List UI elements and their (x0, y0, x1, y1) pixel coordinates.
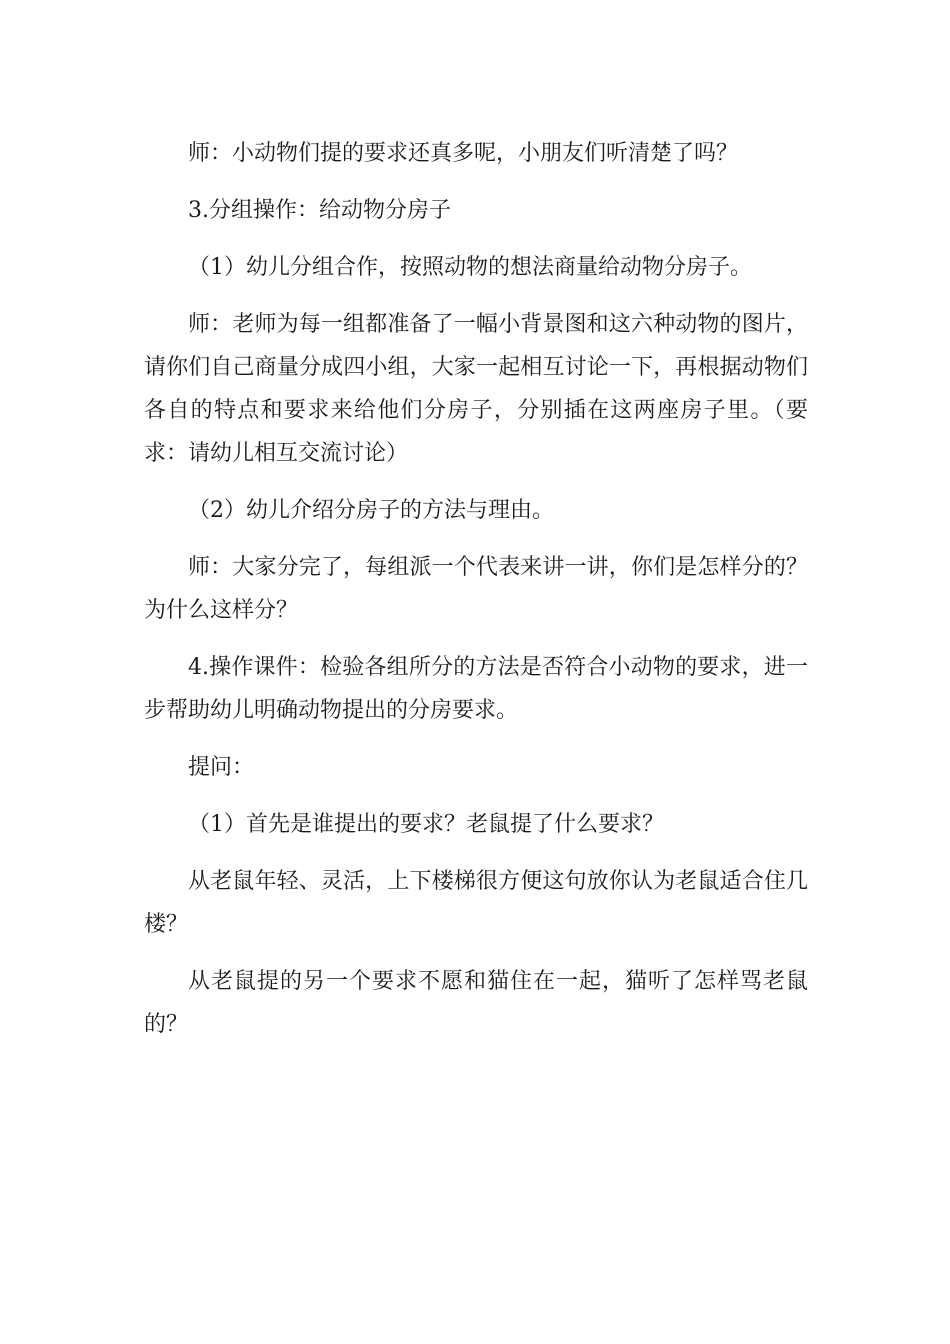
paragraph-step-3-1: （1）幼儿分组合作，按照动物的想法商量给动物分房子。 (188, 255, 752, 280)
paragraph-questions-label: 提问： (188, 755, 255, 780)
paragraph-teacher-share: 师：大家分完了，每组派一个代表来讲一讲，你们是怎样分的？为什么这样分？ (144, 555, 808, 623)
paragraph-teacher-instructions: 师：老师为每一组都准备了一幅小背景图和这六种动物的图片，请你们自己商量分成四小组，大家一起相互讨论一下，再根据动物们各自的特点和要求来给他们分房子，分别插在这两座房子里。（要求：请幼儿相互交流讨论） (144, 312, 808, 466)
paragraph-question-1: （1）首先是谁提出的要求？老鼠提了什么要求？ (188, 812, 664, 837)
paragraph-step-3-2: （2）幼儿介绍分房子的方法与理由。 (188, 498, 554, 523)
paragraph-mouse-cat: 从老鼠提的另一个要求不愿和猫住在一起，猫听了怎样骂老鼠的？ (144, 969, 808, 1037)
paragraph-teacher-question: 师：小动物们提的要求还真多呢，小朋友们听清楚了吗？ (188, 141, 739, 166)
paragraph-step-4-heading: 4.操作课件：检验各组所分的方法是否符合小动物的要求，进一步帮助幼儿明确动物提出的分房要求。 (144, 655, 808, 723)
paragraph-step-3-heading: 3.分组操作：给动物分房子 (188, 198, 451, 223)
document-body (144, 132, 808, 1060)
paragraph-mouse-floor: 从老鼠年轻、灵活，上下楼梯很方便这句放你认为老鼠适合住几楼？ (144, 869, 808, 937)
